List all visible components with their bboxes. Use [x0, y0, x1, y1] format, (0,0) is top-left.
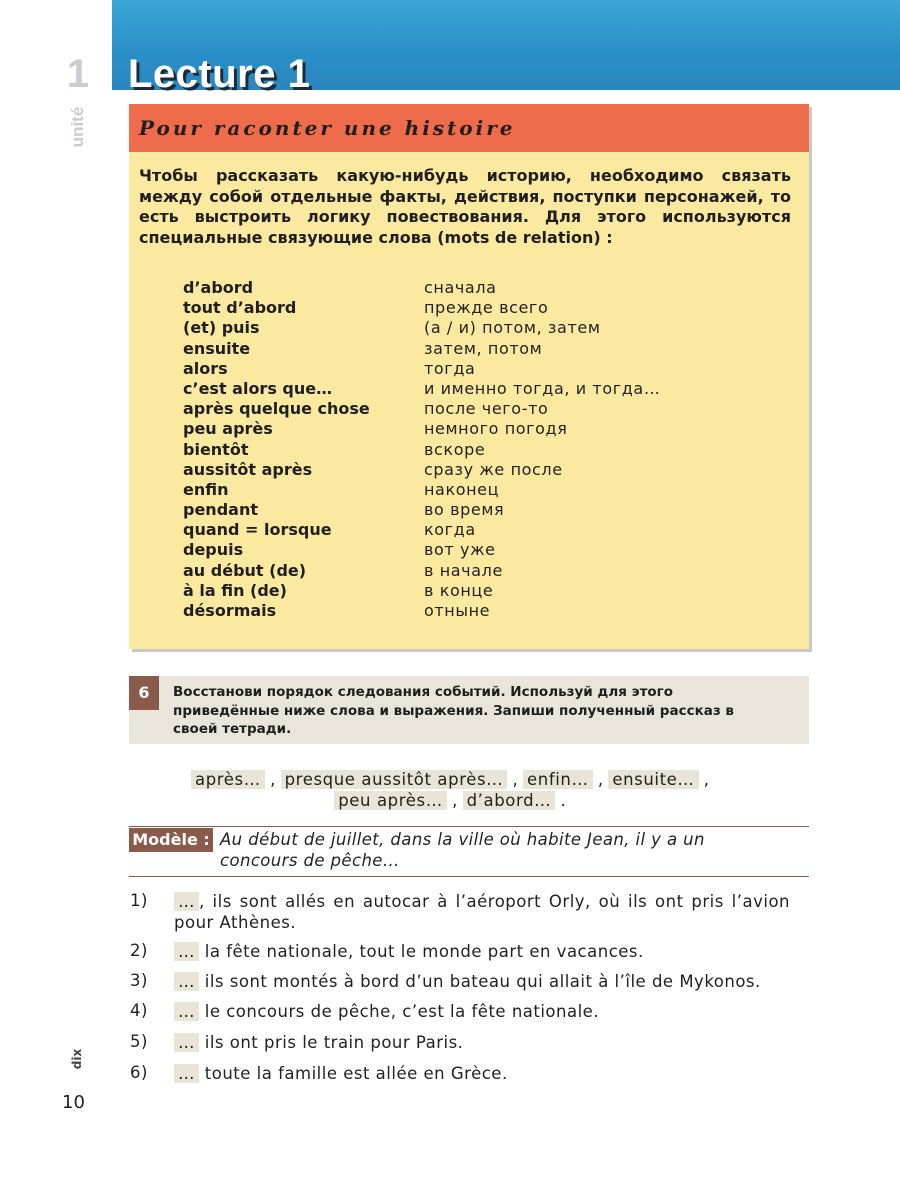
vocab-russian: во время: [424, 500, 505, 520]
sentence-text: le concours de pêche, c’est la fête nationale.: [204, 1002, 600, 1021]
vocab-row: [183, 339, 783, 359]
vocab-row: [183, 318, 783, 338]
vocab-french: pendant: [183, 500, 258, 520]
vocab-row: [183, 601, 783, 621]
vocab-row: [183, 581, 783, 601]
sentence-text: toute la famille est allée en Grèce.: [204, 1064, 508, 1083]
page-title: Lecture 1: [128, 52, 311, 96]
sentence-text: ils ont pris le train pour Paris.: [204, 1033, 464, 1052]
vocab-row: [183, 399, 783, 419]
vocab-french: (et) puis: [183, 318, 260, 338]
vocab-russian: в конце: [424, 580, 494, 600]
vocab-russian: (а / и) потом, затем: [424, 318, 601, 338]
vocab-french: tout d’abord: [183, 298, 297, 318]
gap-placeholder: …: [174, 942, 199, 961]
sentence-text: ils sont montés à bord d’un bateau qui allait à l’île de Mykonos.: [204, 972, 761, 991]
vocab-french: c’est alors que…: [183, 378, 333, 398]
vocab-row: [183, 500, 783, 520]
vocab-row: [183, 480, 783, 500]
rule-intro: Чтобы рассказать какую-нибудь историю, необходимо связать между собой отдельные факты, действия, поступки персонажей, то есть выстроить логику повествования. Для этого используются специальные связующие слова (mots de relation) :: [139, 166, 791, 247]
sentence-text: la fête nationale, tout le monde part en vacances.: [204, 942, 644, 961]
vocab-french: désormais: [183, 601, 277, 620]
word-bank-line-1: après… , presque aussitôt après… , enfin… , ensuite… ,: [0, 770, 900, 789]
vocab-row: [183, 540, 783, 560]
vocab-french: enfin: [183, 479, 229, 499]
exercise-instruction: Восстанови порядок следования событий. Используй для этого приведённые ниже слова и выражения. Запиши полученный рассказ в своей тетради.: [173, 684, 734, 737]
gap-placeholder: …: [174, 972, 199, 991]
model-label: Modèle :: [129, 828, 213, 852]
vocab-russian: тогда: [424, 358, 476, 378]
vocab-list: [183, 278, 783, 621]
vocab-french: après quelque chose: [183, 399, 370, 419]
sentence-number: 6): [130, 1063, 148, 1082]
rule-heading: Pour raconter une histoire: [129, 104, 809, 152]
word-chip: ensuite…: [608, 770, 698, 789]
vocab-french: ensuite: [183, 338, 251, 358]
vocab-row: [183, 440, 783, 460]
vocab-russian: и именно тогда, и тогда…: [424, 378, 661, 398]
word-chip: après…: [191, 770, 265, 789]
sentence-number: 5): [130, 1032, 148, 1051]
word-chip: enfin…: [523, 770, 593, 789]
sentence-text: , ils sont allés en autocar à l’aéroport Orly, où ils ont pris l’avion pour Athènes.: [174, 892, 790, 932]
page-number: 10: [62, 1092, 85, 1113]
vocab-french: alors: [183, 358, 228, 378]
vocab-french: quand = lorsque: [183, 520, 332, 540]
word-chip: peu après…: [334, 791, 447, 810]
word-chip: presque aussitôt après…: [281, 770, 508, 789]
vocab-row: [183, 298, 783, 318]
rule-box: [129, 104, 809, 649]
unit-number: 1: [66, 52, 90, 96]
vocab-russian: когда: [424, 520, 476, 540]
vocab-french: au début (de): [183, 560, 307, 580]
vocab-russian: в начале: [424, 560, 503, 580]
vocab-row: [183, 379, 783, 399]
vocab-row: [183, 419, 783, 439]
vocab-russian: после чего-то: [424, 399, 549, 419]
vocab-french: à la fin (de): [183, 580, 287, 600]
gap-placeholder: …: [174, 1002, 199, 1021]
gap-placeholder: …: [174, 892, 199, 911]
vocab-russian: затем, потом: [424, 338, 543, 358]
vocab-russian: прежде всего: [424, 298, 549, 318]
divider: [129, 826, 809, 827]
vocab-french: aussitôt après: [183, 459, 313, 479]
vocab-russian: отныне: [424, 601, 491, 620]
unit-label: unité: [68, 106, 87, 148]
exercise-number: 6: [129, 676, 159, 710]
vocab-row: [183, 520, 783, 540]
exercise-instruction-box: [129, 676, 809, 744]
vocab-russian: вот уже: [424, 540, 496, 560]
sentence-number: 3): [130, 971, 148, 990]
sentence-number: 2): [130, 941, 148, 960]
sentence-number: 1): [130, 891, 148, 910]
vocab-row: [183, 460, 783, 480]
vocab-row: [183, 359, 783, 379]
gap-placeholder: …: [174, 1033, 199, 1052]
vocab-russian: немного погодя: [424, 419, 568, 439]
gap-placeholder: …: [174, 1064, 199, 1083]
vocab-french: bientôt: [183, 439, 249, 459]
vocab-row: [183, 278, 783, 298]
vocab-russian: сначала: [424, 278, 497, 297]
vocab-french: depuis: [183, 540, 244, 560]
sentence-number: 4): [130, 1001, 148, 1020]
vocab-row: [183, 561, 783, 581]
vocab-french: d’abord: [183, 278, 254, 297]
vocab-russian: сразу же после: [424, 459, 563, 479]
model-text: Au début de juillet, dans la ville où habite Jean, il y a un concours de pêche…: [220, 830, 705, 870]
word-chip: d’abord…: [463, 791, 556, 810]
word-bank-line-2: peu après… , d’abord… .: [0, 791, 900, 810]
vocab-russian: наконец: [424, 479, 500, 499]
vocab-russian: вскоре: [424, 439, 486, 459]
vocab-french: peu après: [183, 419, 273, 439]
page-word: dix: [70, 1048, 84, 1070]
divider: [129, 876, 809, 877]
